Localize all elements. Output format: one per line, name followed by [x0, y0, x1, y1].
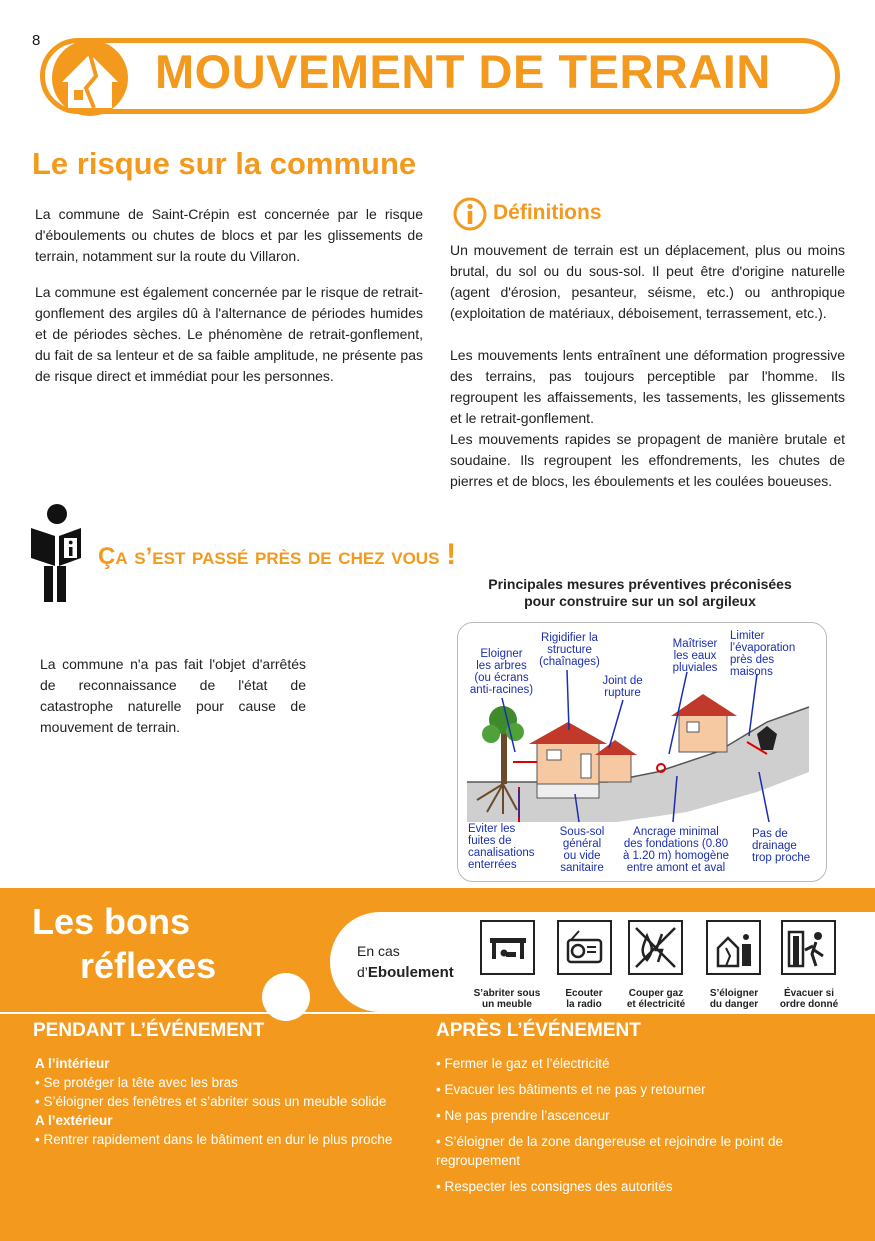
after-event-title: APRÈS L’ÉVÉNEMENT: [436, 1020, 641, 1041]
label-joint: [595, 675, 650, 699]
label-pipes-line: enterrées: [468, 859, 517, 871]
section-divider: [0, 1012, 875, 1014]
label-joint-line: Joint de: [602, 675, 643, 687]
table-shelter-icon: [480, 920, 535, 975]
pictogram-label-line: Couper gaz: [628, 988, 684, 999]
after-instruction: • Evacuer les bâtiments et ne pas y retourner: [436, 1082, 706, 1097]
after-instruction: • Fermer le gaz et l’électricité: [436, 1056, 610, 1071]
pictogram-label-line: du danger: [709, 999, 759, 1010]
during-instruction: • Se protéger la tête avec les bras: [35, 1075, 238, 1090]
during-instruction: • S’éloigner des fenêtres et s’abriter sous un meuble solide: [35, 1094, 387, 1109]
definitions-paragraph-1: Un mouvement de terrain est un déplacement, plus ou moins brutal, du sol ou du sous-sol. Il peut être d'origine naturelle (agent d'érosion, pesanteur, séisme, etc.) ou anthropique (exploitation de matériaux, déboisement, terrassement, etc.).: [450, 242, 845, 321]
pictogram-label-radio: [544, 988, 624, 1010]
label-rainwater-line: pluviales: [672, 662, 718, 674]
label-drainage-line: drainage: [752, 840, 797, 852]
label-basement: [552, 826, 612, 874]
pictogram-label-line: ordre donné: [779, 999, 839, 1010]
cracked-house-icon: [44, 36, 134, 118]
after-event-instructions: [436, 1054, 836, 1196]
diagram-title: [440, 576, 840, 610]
nearby-events-text: La commune n'a pas fait l'objet d'arrêtés de reconnaissance de l'état de catastrophe naturelle pour cause de mouvement de terrain.: [40, 656, 306, 735]
label-pipes-line: canalisations: [468, 847, 535, 859]
label-pipes: [468, 823, 548, 871]
label-evaporation-line: près des: [730, 654, 775, 666]
after-instruction: • Ne pas prendre l’ascenceur: [436, 1108, 610, 1123]
label-trees-line: Eloigner: [480, 648, 523, 660]
evacuate-icon: [781, 920, 836, 975]
after-instruction: • Respecter les consignes des autorités: [436, 1179, 673, 1194]
during-instruction: • Rentrer rapidement dans le bâtiment en dur le plus proche: [35, 1132, 393, 1147]
label-foundations-line: à 1.20 m) homogène: [622, 850, 730, 862]
label-basement-line: sanitaire: [560, 862, 604, 874]
pictogram-label-line: S’abriter sous: [473, 988, 541, 999]
nearby-events-title: [98, 538, 456, 572]
label-drainage-line: Pas de: [752, 828, 788, 840]
pictogram-label-line: la radio: [566, 999, 602, 1010]
label-foundations-line: des fondations (0.80: [623, 838, 729, 850]
label-rainwater-line: les eaux: [673, 650, 717, 662]
label-basement-line: ou vide: [563, 850, 601, 862]
label-structure-line: (chaînages): [539, 656, 600, 668]
info-icon: [452, 196, 488, 232]
intro-paragraph-2: La commune est également concernée par le risque de retrait-gonflement des argiles dû à l'alternance de périodes humides et de périodes sèches. Le phénomène de retrait-gonflement, du fait de sa lenteur et de sa faible amplitude, ne présente pas de risque direct et immédiat pour les personnes.: [35, 284, 423, 384]
reflexes-title: [32, 900, 216, 988]
reflexes-title-line-1: Les bons: [32, 901, 191, 942]
label-foundations-line: Ancrage minimal: [633, 826, 719, 838]
label-basement-line: Sous-sol: [559, 826, 605, 838]
page-title: MOUVEMENT DE TERRAIN: [155, 45, 771, 98]
label-basement-line: général: [562, 838, 602, 850]
label-drainage: [752, 828, 822, 864]
label-pipes-line: fuites de: [468, 835, 512, 847]
after-instruction: • S’éloigner de la zone dangereuse et rejoindre le point de regroupement: [436, 1134, 783, 1168]
definitions-paragraph-2: Les mouvements lents entraînent une déformation progressive des terrains, pas toujours perceptible par l'homme. Ils regroupent les affaissements, les tassements, les glissements et le retrait-gonflement.: [450, 347, 845, 426]
during-event-title: PENDANT L’ÉVÉNEMENT: [33, 1020, 265, 1041]
label-structure: [532, 632, 607, 668]
pictogram-label-line: Évacuer si: [783, 988, 835, 999]
label-rainwater-line: Maîtriser: [672, 638, 718, 650]
label-pipes-line: Eviter les: [468, 823, 516, 835]
during-event-instructions: [35, 1054, 395, 1149]
section-title: Le risque sur la commune: [32, 146, 417, 181]
interior-label: A l’intérieur: [35, 1056, 110, 1071]
diagram-title-line-1: Principales mesures préventives préconisées: [488, 576, 792, 592]
event-type-name: Eboulement: [367, 964, 454, 981]
label-structure-line: structure: [547, 644, 592, 656]
label-evaporation-line: Limiter: [730, 630, 765, 642]
intro-paragraph-1: La commune de Saint-Crépin est concernée par le risque d'éboulements ou chutes de blocs et par les glissements de terrain, notamment sur la route du Villaron.: [35, 206, 423, 264]
reflexes-title-line-2: réflexes: [80, 945, 217, 986]
event-type-intro: En cas: [357, 943, 400, 959]
label-trees-line: (ou écrans: [474, 672, 529, 684]
diagram-title-line-2: pour construire sur un sol argileux: [524, 593, 756, 609]
move-away-icon: [706, 920, 761, 975]
reading-person-icon: [28, 502, 84, 604]
pictogram-label-move-away: [694, 988, 774, 1010]
nearby-events-title-text: Ça s’est passé près de chez vous: [98, 543, 440, 570]
definitions-paragraph-3: Les mouvements rapides se propagent de manière brutale et soudaine. Ils regroupent les effondrements, les chutes de pierres et de blocs, les éboulements et les coulées boueuses.: [450, 431, 845, 489]
gas-electricity-off-icon: [628, 920, 683, 975]
label-foundations-line: entre amont et aval: [626, 862, 726, 874]
pictogram-label-line: Ecouter: [565, 988, 603, 999]
exterior-label: A l’extérieur: [35, 1113, 113, 1128]
label-evaporation-line: maisons: [730, 666, 773, 678]
label-structure-line: Rigidifier la: [541, 632, 598, 644]
event-type: [357, 941, 454, 983]
label-trees: [464, 648, 539, 696]
label-trees-line: les arbres: [476, 660, 527, 672]
event-type-line: [357, 962, 454, 983]
radio-icon: [557, 920, 612, 975]
event-type-prefix: d’: [357, 964, 368, 980]
pictogram-label-line: S’éloigner: [709, 988, 759, 999]
pictogram-label-line: un meuble: [481, 999, 532, 1010]
label-evaporation: [730, 630, 815, 678]
pictogram-label-line: et électricité: [626, 999, 686, 1010]
pictogram-label-gas: [616, 988, 696, 1010]
definitions-title: Définitions: [493, 201, 602, 224]
label-drainage-line: trop proche: [752, 852, 811, 864]
pictogram-label-evacuate: [769, 988, 849, 1010]
label-joint-line: rupture: [604, 687, 641, 699]
label-trees-line: anti-racines): [469, 684, 534, 696]
pictogram-label-shelter: [467, 988, 547, 1010]
nearby-events-exclamation: !: [446, 538, 457, 571]
page-number: 8: [32, 32, 41, 49]
label-foundations: [616, 826, 736, 874]
label-evaporation-line: l’évaporation: [730, 642, 796, 654]
label-rainwater: [665, 638, 725, 674]
